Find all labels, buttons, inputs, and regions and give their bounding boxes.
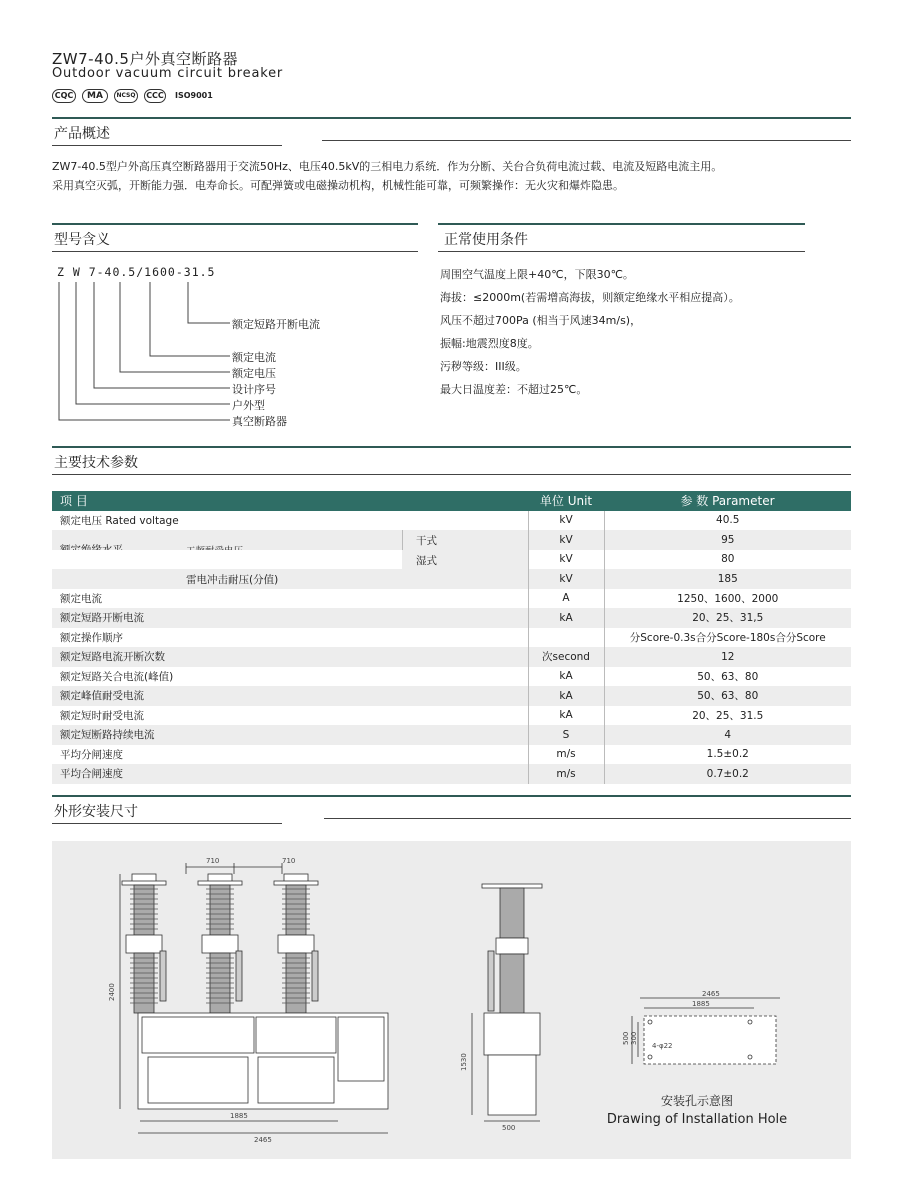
- condition-5: 污秽等级：III级。: [440, 360, 527, 373]
- condition-3: 风压不超过700Pa (相当于风速34m/s)，: [440, 314, 642, 327]
- dim-2465: 2465: [254, 1136, 272, 1144]
- table-row: 湿式 kV 80: [52, 550, 851, 570]
- header-item: 项 目: [52, 491, 528, 511]
- section-title: 型号含义: [54, 232, 110, 248]
- section-divider: [52, 117, 851, 119]
- overview-text-2: 采用真空灭弧，开断能力强．电寿命长。可配弹簧或电磁操动机构，机械性能可靠，可频繁操作：无火灾和爆炸隐患。: [52, 179, 624, 192]
- drawing-svg: [52, 841, 851, 1159]
- ncsq-logo-icon: NCSQ: [114, 89, 138, 103]
- table-row: 额定短断路持续电流 S 4: [52, 725, 851, 745]
- legend-rated-voltage: 额定电压: [232, 367, 276, 380]
- dim-710-right: 710: [282, 857, 296, 865]
- overview-text-1: ZW7-40.5型户外高压真空断路器用于交流50Hz、电压40.5kV的三相电力系统．作为分断、关台合负荷电流过载、电流及短路电流主用。: [52, 160, 723, 173]
- spec-table: [52, 491, 851, 784]
- caption-cn: 安装孔示意图: [660, 1094, 734, 1108]
- side-view: [472, 884, 542, 1121]
- ccc-logo-icon: CCC: [144, 89, 166, 103]
- table-row: 额定电压 Rated voltage kV 40.5: [52, 511, 851, 531]
- model-legend-lines: [52, 280, 252, 430]
- dim-1530: 1530: [460, 1053, 468, 1071]
- section-model: [52, 229, 418, 249]
- table-row: 平均合闸速度 m/s 0.7±0.2: [52, 764, 851, 784]
- table-row: 额定峰值耐受电流 kA 50、63、80: [52, 686, 851, 706]
- table-header: [52, 491, 851, 511]
- section-title: 正常使用条件: [444, 232, 528, 248]
- model-code: Z W 7-40.5/1600-31.5: [57, 265, 216, 279]
- iso-logo: ISO9001: [175, 91, 213, 100]
- cqc-logo-icon: CQC: [52, 89, 76, 103]
- section-title: 外形安装尺寸: [54, 804, 138, 820]
- legend-rated-current: 额定电流: [232, 351, 276, 364]
- table-row: 干式 kV 95: [52, 530, 851, 550]
- dim-1885: 1885: [230, 1112, 248, 1120]
- header-param: 参 数 Parameter: [604, 491, 851, 511]
- section-title: 主要技术参数: [54, 455, 138, 471]
- hole-dim-500: 500: [622, 1031, 630, 1045]
- dim-710-left: 710: [206, 857, 220, 865]
- header-unit: 单位 Unit: [528, 491, 604, 511]
- cma-logo-icon: MA: [82, 89, 108, 103]
- condition-4: 振幅:地震烈度8度。: [440, 337, 539, 350]
- caption-en: Drawing of Installation Hole: [606, 1112, 788, 1127]
- legend-outdoor: 户外型: [232, 399, 265, 412]
- section-dimensions: [52, 801, 851, 821]
- table-row: 额定短路关合电流(峰值) kA 50、63、80: [52, 667, 851, 687]
- dimension-drawing: [52, 841, 851, 1159]
- legend-vacuum: 真空断路器: [232, 415, 287, 428]
- page-subtitle: Outdoor vacuum circuit breaker: [52, 66, 284, 81]
- table-row: 额定电流 A 1250、1600、2000: [52, 589, 851, 609]
- hole-dim-1885: 1885: [692, 1000, 710, 1008]
- condition-6: 最大日温度差：不超过25℃。: [440, 383, 588, 396]
- section-conditions: [438, 229, 805, 249]
- table-row: 额定操作顺序 分Score-0.3s合分Score-180s合分Score: [52, 628, 851, 648]
- dim-2400: 2400: [108, 983, 116, 1001]
- table-row: 雷电冲击耐压(分值) kV 185: [52, 569, 851, 589]
- section-title: 产品概述: [54, 126, 110, 142]
- condition-2: 海拔：≤2000m(若需增高海拔，则额定绝缘水平相应提高）。: [440, 291, 740, 304]
- section-params: [52, 452, 851, 472]
- section-overview: [52, 123, 851, 143]
- legend-breaking-current: 额定短路开断电流: [232, 318, 320, 331]
- table-row: 额定短路电流开断次数 次second 12: [52, 647, 851, 667]
- hole-dim-2465: 2465: [702, 990, 720, 998]
- condition-1: 周围空气温度上限+40℃，下限30℃。: [440, 268, 634, 281]
- front-view: [120, 863, 388, 1133]
- cert-logos: [52, 89, 216, 103]
- dim-500: 500: [502, 1124, 516, 1132]
- legend-design-no: 设计序号: [232, 383, 276, 396]
- table-row: 额定短路开断电流 kA 20、25、31,5: [52, 608, 851, 628]
- table-row: 平均分闸速度 m/s 1.5±0.2: [52, 745, 851, 765]
- page-title: ZW7-40.5户外真空断路器: [52, 50, 238, 68]
- hole-dim-phi: 4-φ22: [652, 1042, 673, 1050]
- table-row: 额定短时耐受电流 kA 20、25、31.5: [52, 706, 851, 726]
- hole-dim-300: 300: [630, 1031, 638, 1045]
